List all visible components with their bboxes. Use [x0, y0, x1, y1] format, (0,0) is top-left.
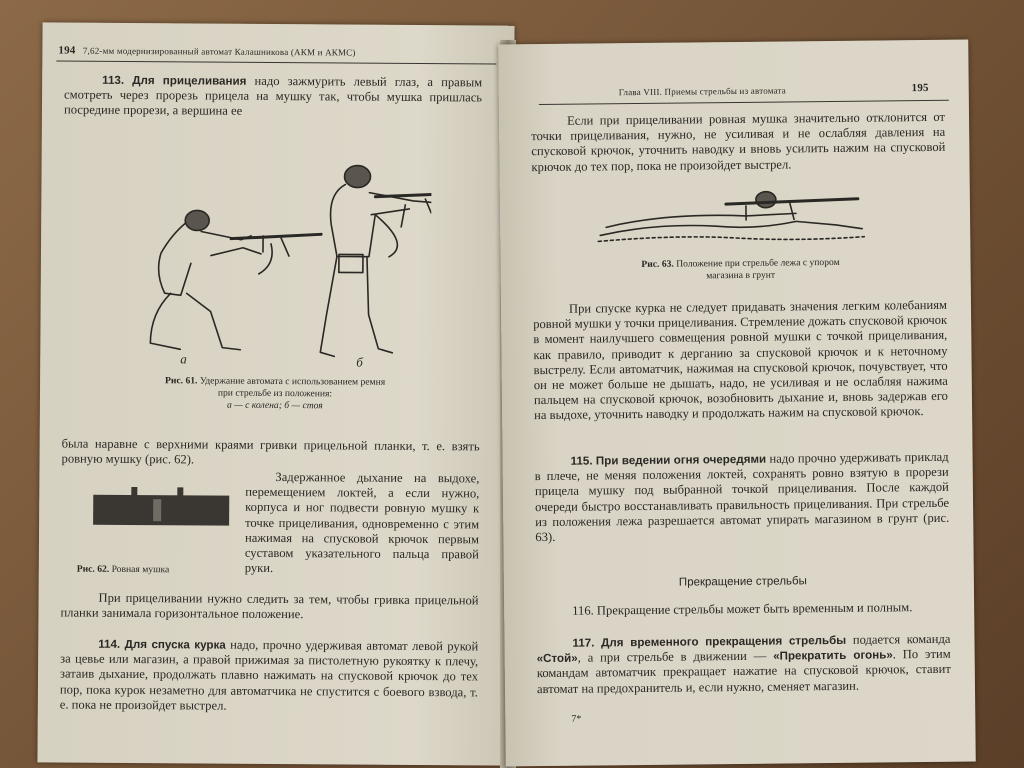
para-113-number: 113.: [102, 73, 125, 87]
para-113: [64, 73, 482, 122]
left-header-rule: [56, 60, 496, 64]
right-header-rule: [539, 100, 949, 105]
para-115: [535, 450, 950, 546]
para-114-number: 114.: [98, 637, 121, 651]
signature-mark: 7*: [571, 713, 582, 725]
left-page-number: 194: [58, 44, 76, 57]
figure-61-drawing: [130, 143, 432, 370]
para-117-t3: . По этим командам автоматчик прекращает нажатие на спусковой крючок, ставит автомат на предохранитель и, если нужно, сменяет магазин.: [536, 646, 951, 696]
right-running-header: [618, 81, 949, 98]
figure-61-label-a: а: [180, 351, 187, 367]
figure-63-caption: [560, 256, 920, 284]
para-116: 116. Прекращение стрельбы может быть временным и полным.: [572, 600, 913, 618]
para-trigger: При спуске курка не следует придавать значения легким колебаниям ровной мушки у точки прицеливания. Стремление дожать спусковой крючок в момент наилучшего совмещения ровной мушки с точкой прицеливания, как правило, приводит к дерганию за спусковой крючок и к неточному выстрелу. Если автоматчик, нажимая на спусковой крючок, почувствует, что он не может больше не дышать, надо, не усиливая и не ослабляя нажима пальцем на спусковой крючок, возобновить дыхание и, вновь задержав его на выдохе, уточнить наводку и продолжать нажим на спусковой крючок.: [533, 297, 949, 423]
figure-62-caption-text: Ровная мушка: [109, 563, 170, 576]
para-117-title: Для временного прекращения стрельбы: [601, 633, 847, 650]
para-113-continuation: была наравне с верхними краями гривки прицельной планки, т. е. взять ровную мушку (рис. 62).: [61, 436, 480, 467]
figure-63: [596, 185, 867, 248]
figure-61: [130, 143, 432, 370]
para-top: Если при прицеливании ровная мушка значительно отклонится от точки прицеливания, нужно, не усиливая и не ослабляя давления на спусковой крючок, уточнить наводку и вновь усилить нажим на спусковой крючок до тех пор, пока не произойдет выстрел.: [531, 109, 946, 174]
para-117-t2: , а при стрельбе в движении —: [577, 648, 774, 665]
figure-62: [91, 483, 231, 534]
para-117-number: 117.: [572, 636, 595, 650]
right-page: [498, 40, 976, 767]
para-113-text: надо зажмурить левый глаз, а правым смотреть через прорезь прицела на мушку так, чтобы мушка пришлась посредине прорези, а вершина ее: [63, 73, 483, 119]
figure-62-drawing: [91, 483, 231, 534]
para-gryvka: При прицеливании нужно следить за тем, чтобы гривка прицельной планки занимала горизонтальное положение.: [60, 590, 479, 622]
section-title: Прекращение стрельбы: [678, 575, 807, 589]
right-header-title: Глава VIII. Приемы стрельбы из автомата: [618, 85, 786, 98]
para-117-cmd-stop: «Стой»: [536, 651, 578, 666]
figure-62-caption: [77, 564, 237, 577]
left-page: [37, 22, 514, 765]
figure-61-caption: [100, 375, 450, 413]
figure-62-caption-label: Рис. 62.: [76, 563, 110, 575]
figure-63-caption-label: Рис. 63.: [641, 258, 674, 270]
figure-63-caption-line1: Положение при стрельбе лежа с упором: [673, 256, 840, 270]
figure-61-caption-line3: а — с колена; б — стоя: [226, 399, 323, 412]
para-115-title: При ведении огня очередями: [595, 452, 767, 468]
figure-61-caption-line1: Удержание автомата с использованием ремня: [197, 375, 386, 388]
para-114: [60, 637, 479, 716]
figure-61-label-b: б: [356, 354, 363, 370]
para-117-cmd-cease: «Прекратить огонь»: [773, 648, 893, 663]
figure-63-drawing: [596, 185, 867, 248]
right-page-number: 195: [911, 81, 929, 95]
para-117-t1: подается команда: [846, 631, 951, 647]
para-113-title: Для прицеливания: [132, 73, 247, 88]
para-114-title: Для спуска курка: [124, 637, 226, 652]
para-115-text: надо прочно удерживать приклад в плече, не меняя положения локтей, сохранять ровно взятую в прорези прицела мушку под выбранной точкой прицеливания. После каждой очереди быстро восстанавливать правильность прицеливания. При стрельбе из положения лежа разрешается автомат упирать магазином в грунт (рис. 63).: [534, 449, 950, 545]
para-114-text: надо, прочно удерживая автомат левой рукой за цевье или магазин, а правой прижимая за пистолетную рукоятку к плечу, затаив дыхание, продолжать плавно нажимать на спусковой крючок до тех пор, пока курок незаметно для автоматчика не спустится с боевого взвода, т. е. пока не произойдет выстрел.: [59, 637, 479, 713]
para-115-number: 115.: [570, 454, 593, 468]
figure-63-caption-line2: магазина в грунт: [706, 269, 776, 282]
figure-61-caption-line2: при стрельбе из положения:: [217, 387, 333, 400]
left-header-title: 7,62-мм модернизированный автомат Калашникова (АКМ и АКМС): [82, 45, 356, 58]
figure-61-caption-label: Рис. 61.: [164, 375, 198, 387]
para-117: [536, 632, 951, 697]
left-running-header: [58, 44, 355, 58]
para-wrap-breathing: Задержанное дыхание на выдохе, перемещением локтей, а если нужно, корпуса и ног подвести ровную мушку к точке прицеливания, одновременно с этим нажимая на спусковой крючок первым суставом указательного пальца правой руки.: [244, 469, 480, 576]
